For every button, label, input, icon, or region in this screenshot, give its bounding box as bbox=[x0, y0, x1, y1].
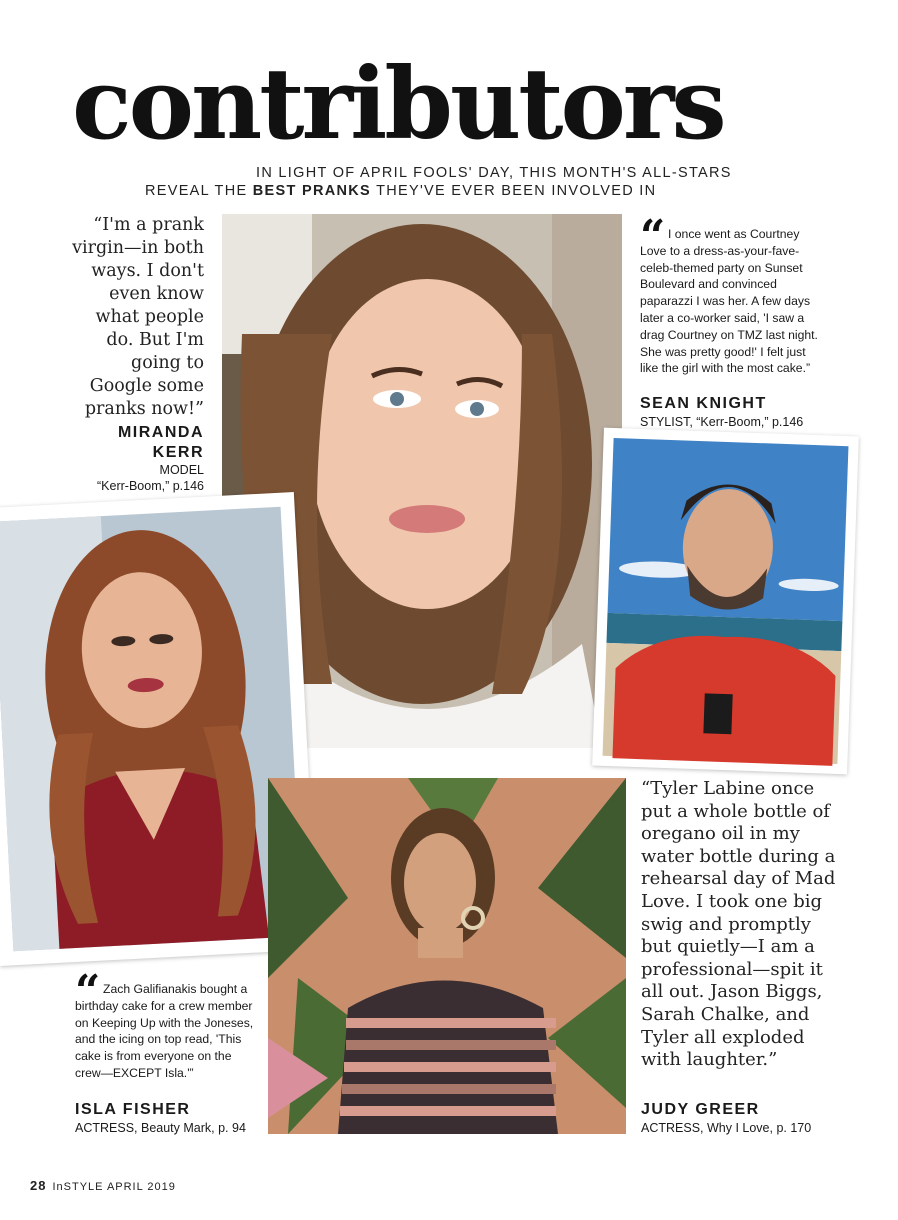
judy-greer-quote: “Tyler Labine once put a whole bottle of oregano oil in my water bottle during a rehearsal day of Mad Love. I took one big swig and promptly but quietly—I am a professional—spit it all out. Jason Biggs, Sarah Chalke, and Tyler all exploded with laughter.” bbox=[641, 778, 836, 1071]
page-title: contributors bbox=[72, 47, 724, 162]
page-folio bbox=[30, 1178, 176, 1193]
miranda-kerr-quote: “I'm a prank virgin—in both ways. I don't even know what people do. But I'm going to Google some pranks now!” bbox=[72, 215, 204, 419]
sean-knight-role: STYLIST, “Kerr-Boom,” p.146 bbox=[640, 415, 804, 429]
miranda-kerr-role: MODEL “Kerr-Boom,” p.146 bbox=[97, 463, 204, 493]
publication-info: InSTYLE APRIL 2019 bbox=[52, 1181, 176, 1193]
subtitle-highlight: BEST PRANKS bbox=[252, 183, 372, 199]
isla-fisher-role: ACTRESS, Beauty Mark, p. 94 bbox=[75, 1121, 246, 1135]
isla-fisher-quote-mark: “ bbox=[75, 966, 101, 1017]
sean-knight-photo bbox=[592, 428, 859, 775]
judy-greer-role: ACTRESS, Why I Love, p. 170 bbox=[641, 1121, 812, 1135]
isla-fisher-quote: Zach Galifianakis bought a birthday cake for a crew member on Keeping Up with the Joneses, and the icing on top read, 'This cake is from everyone on the crew—EXCEPT Isla.'” bbox=[75, 982, 254, 1080]
subtitle-line-2: REVEAL THE BEST PRANKS THEY'VE EVER BEEN INVOLVED IN bbox=[145, 183, 657, 199]
sean-knight-quote: I once went as Courtney Love to a dress-as-your-fave-celeb-themed party on Sunset Boulevard and convinced paparazzi I was her. A few days later a co-worker said, 'I saw a drag Courtney on TMZ last night. She was pretty good!' I felt just like the girl with the most cake.” bbox=[640, 227, 818, 376]
judy-greer-name: JUDY GREER bbox=[641, 1101, 760, 1118]
subtitle-line-1: IN LIGHT OF APRIL FOOLS' DAY, THIS MONTH'S ALL-STARS bbox=[256, 165, 732, 181]
miranda-kerr-name: MIRANDA KERR bbox=[117, 424, 204, 461]
isla-fisher-name: ISLA FISHER bbox=[75, 1101, 191, 1118]
sean-knight-quote-mark: “ bbox=[640, 211, 666, 262]
page-number: 28 bbox=[30, 1178, 47, 1193]
sean-knight-name: SEAN KNIGHT bbox=[640, 395, 767, 412]
judy-greer-photo bbox=[268, 778, 626, 1134]
